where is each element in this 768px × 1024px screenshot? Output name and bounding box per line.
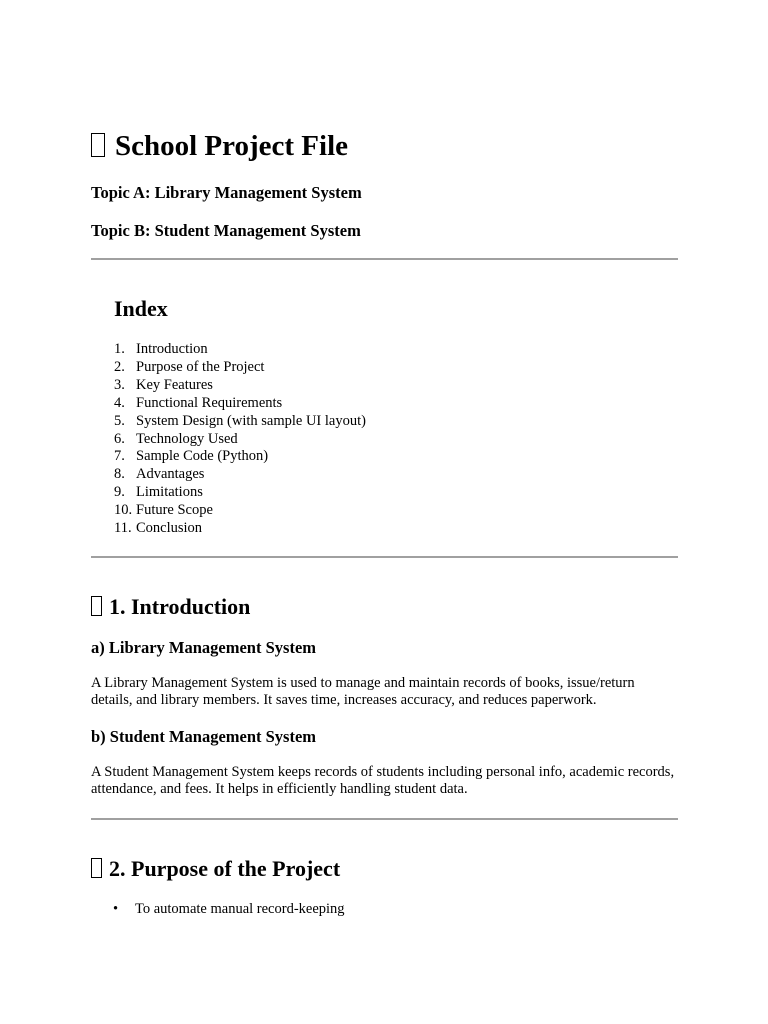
index-item-label: Future Scope xyxy=(136,502,213,519)
index-item-label: Advantages xyxy=(136,466,205,483)
index-item-label: Conclusion xyxy=(136,520,203,537)
index-item xyxy=(114,377,678,395)
page-title xyxy=(91,128,678,164)
index-item xyxy=(114,448,678,466)
index-item-number: 4. xyxy=(114,394,125,411)
divider xyxy=(91,556,678,558)
index-item xyxy=(114,502,678,520)
index-item xyxy=(114,431,678,449)
missing-glyph-icon xyxy=(91,596,102,616)
index-item-label: Functional Requirements xyxy=(136,394,283,411)
index-item-number: 10. xyxy=(114,502,133,519)
divider xyxy=(91,818,678,820)
index-item-label: Sample Code (Python) xyxy=(136,448,269,465)
index-item-number: 1. xyxy=(114,341,125,357)
purpose-list xyxy=(91,901,678,919)
index-item-number: 2. xyxy=(114,358,125,375)
index-item-label: Limitations xyxy=(136,484,203,501)
index-item-label: Technology Used xyxy=(136,430,238,447)
index-heading: Index xyxy=(114,296,168,321)
index-list xyxy=(114,341,678,538)
index-item-label: Introduction xyxy=(136,341,208,357)
library-paragraph: A Library Management System is used to manage and maintain records of books, issue/return details, and library members. It saves time, increases accuracy, and reduces paperwork. xyxy=(91,674,635,709)
introduction-heading-text: 1. Introduction xyxy=(109,593,251,619)
bullet-icon: • xyxy=(113,900,119,917)
index-item xyxy=(114,484,678,502)
index-item-number: 6. xyxy=(114,430,125,447)
purpose-heading-text: 2. Purpose of the Project xyxy=(109,855,341,881)
index-item-number: 9. xyxy=(114,484,125,501)
page-title-text: School Project File xyxy=(115,130,349,162)
index-item-number: 7. xyxy=(114,448,125,465)
purpose-heading xyxy=(91,855,678,883)
index-item xyxy=(114,466,678,484)
index-item xyxy=(114,341,678,359)
index-section xyxy=(91,295,678,538)
introduction-heading xyxy=(91,593,678,621)
divider xyxy=(91,258,678,260)
index-item xyxy=(114,520,678,538)
index-item xyxy=(114,395,678,413)
topic-b: Topic B: Student Management System xyxy=(91,221,361,240)
student-subheading: b) Student Management System xyxy=(91,726,317,746)
index-item xyxy=(114,413,678,431)
student-paragraph: A Student Management System keeps records of students including personal info, academic records, attendance, and fees. It helps in efficiently handling student data. xyxy=(91,763,675,798)
index-item-label: Purpose of the Project xyxy=(136,358,265,375)
index-item-number: 8. xyxy=(114,466,125,483)
index-item-number: 5. xyxy=(114,412,125,429)
index-item xyxy=(114,359,678,377)
index-item-label: System Design (with sample UI layout) xyxy=(136,412,366,429)
index-item-number: 11. xyxy=(114,520,132,537)
list-item xyxy=(113,901,678,919)
library-subheading: a) Library Management System xyxy=(91,637,317,657)
missing-glyph-icon xyxy=(91,133,105,157)
index-item-number: 3. xyxy=(114,376,125,393)
list-item-text: To automate manual record-keeping xyxy=(135,900,345,917)
missing-glyph-icon xyxy=(91,858,102,878)
index-item-label: Key Features xyxy=(136,376,213,393)
topic-a: Topic A: Library Management System xyxy=(91,183,362,202)
